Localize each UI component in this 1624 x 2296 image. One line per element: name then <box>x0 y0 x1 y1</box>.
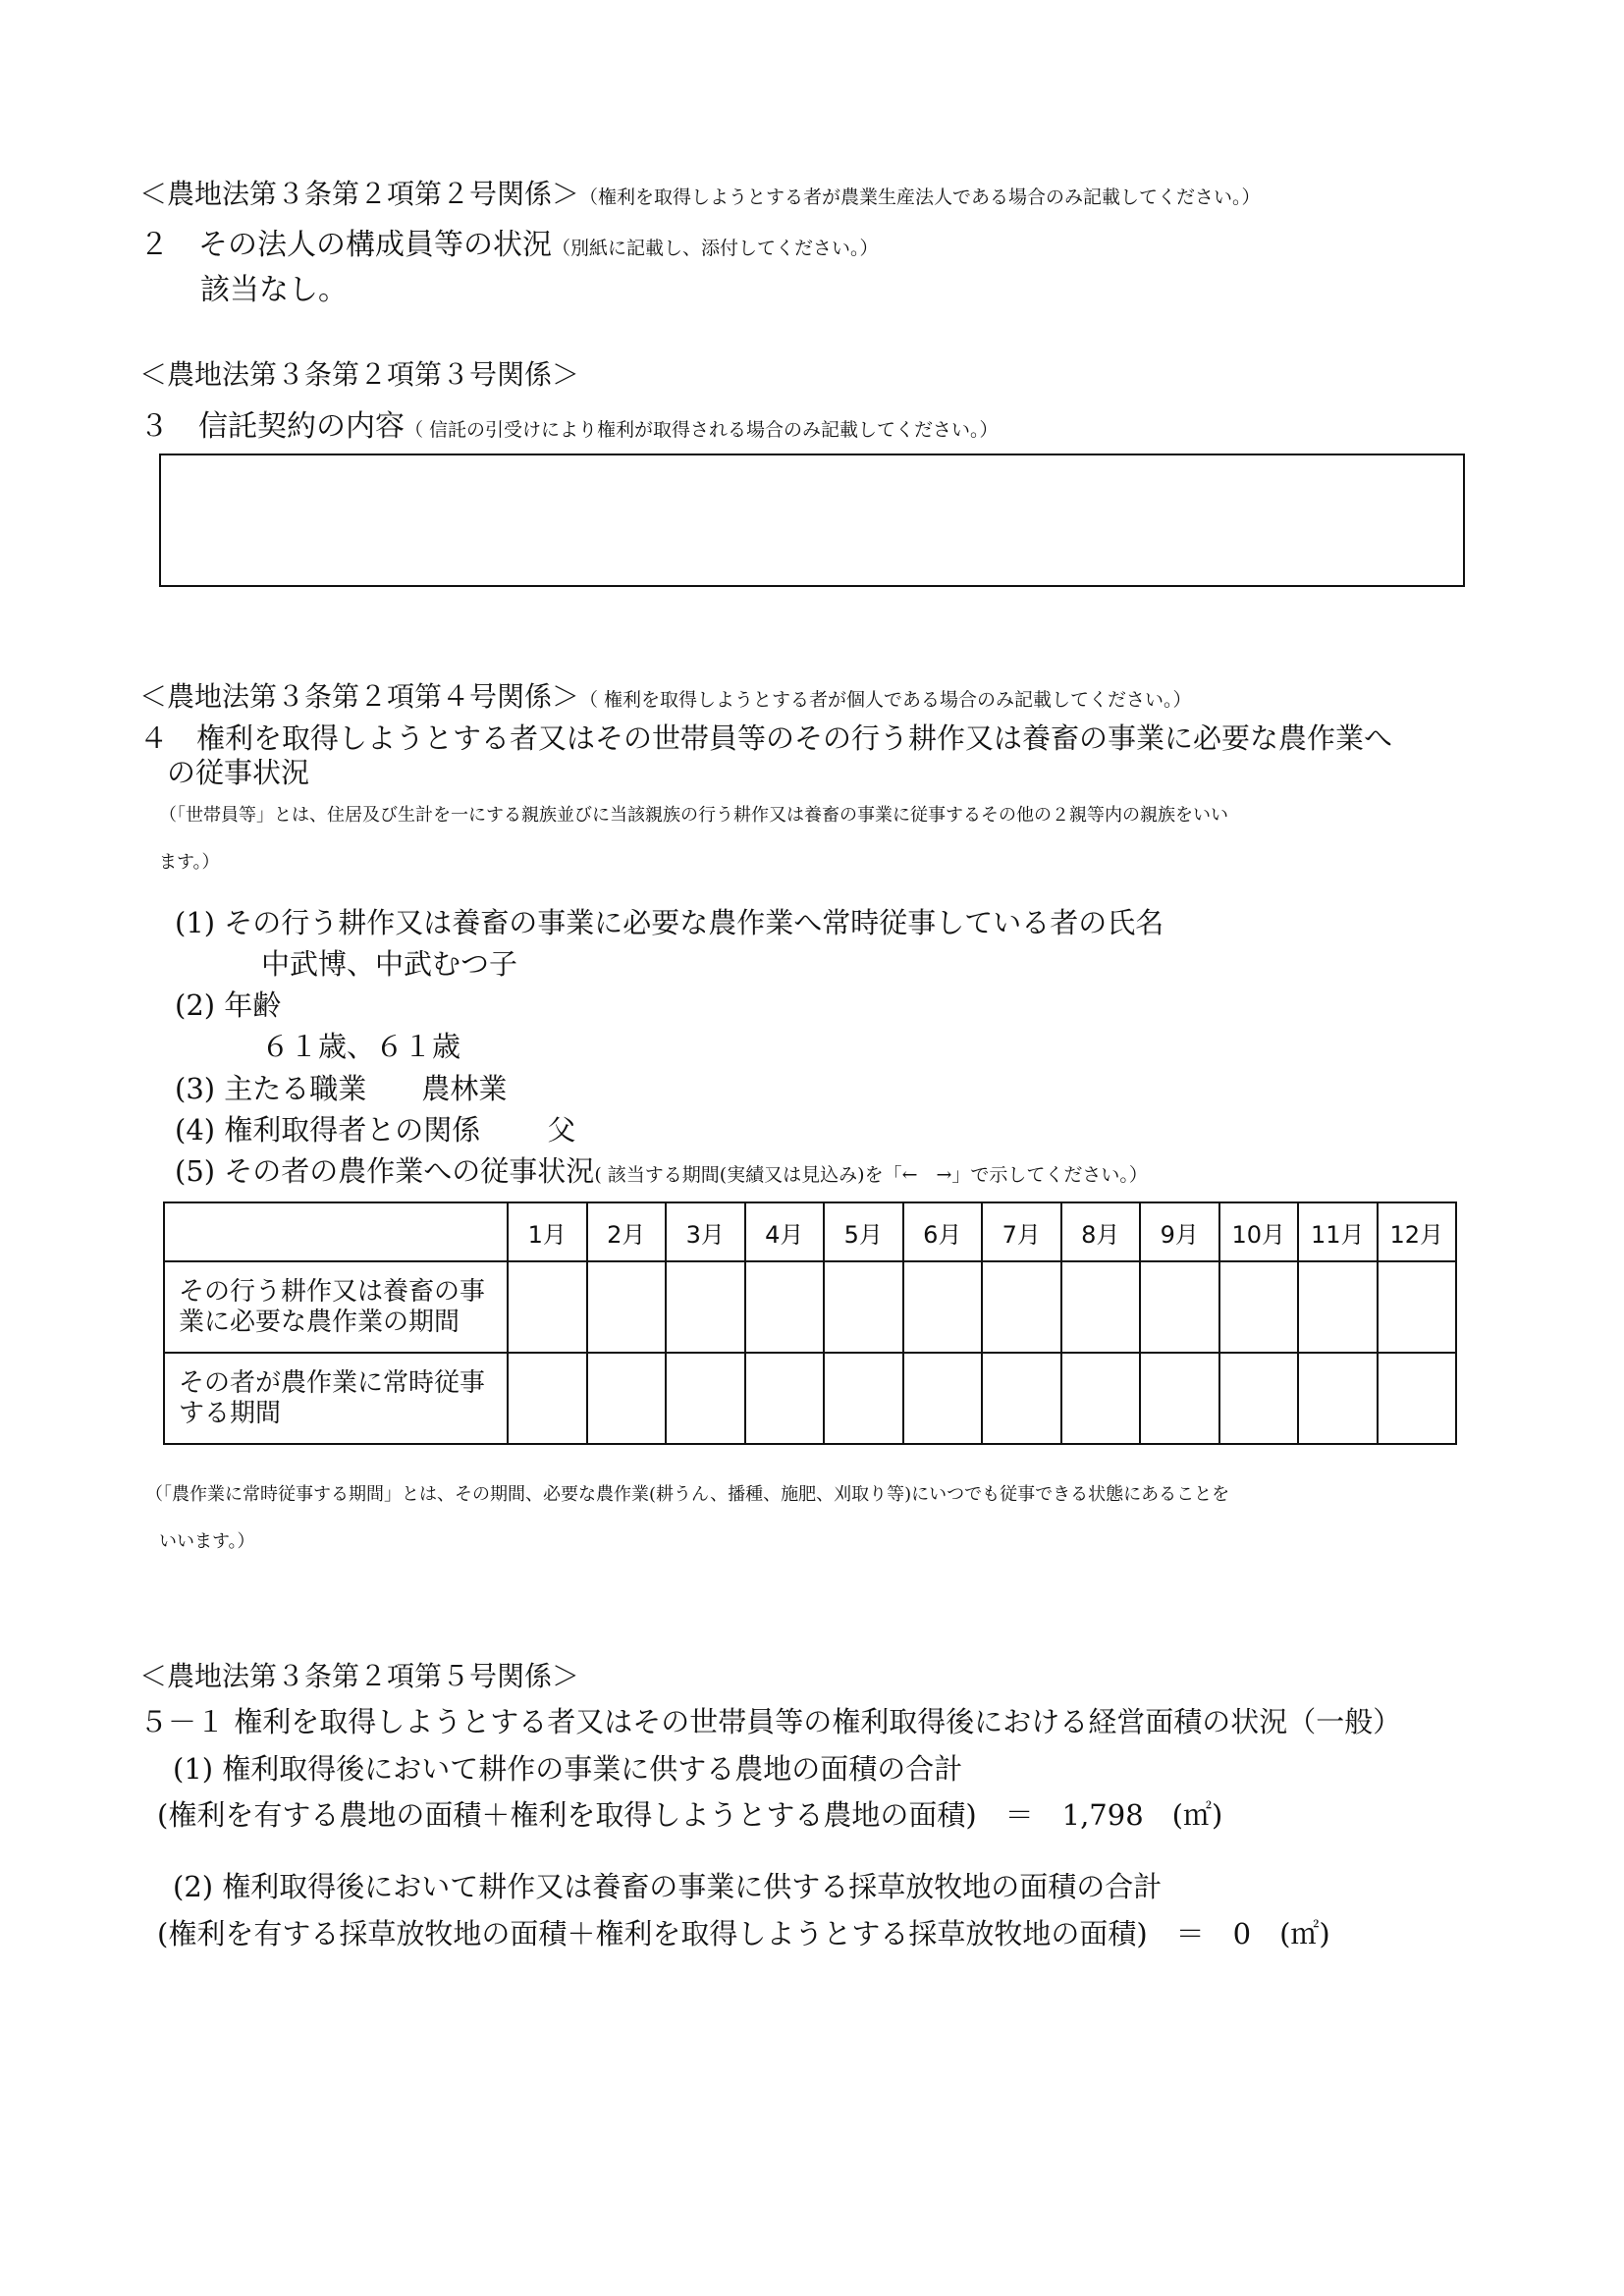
row-label-engagement-period: その者が農作業に常時従事する期間 <box>164 1353 508 1444</box>
month-cell[interactable] <box>1140 1261 1219 1353</box>
month-header: 5月 <box>824 1202 903 1261</box>
sec5-header: ＜農地法第３条第２項第５号関係＞ <box>139 1660 580 1692</box>
month-header: 2月 <box>587 1202 667 1261</box>
table-row-engagement-period <box>164 1353 1456 1444</box>
sec2-header-text: ＜農地法第３条第２項第２号関係＞ <box>139 178 580 210</box>
month-header: 3月 <box>666 1202 745 1261</box>
sec3-title-text: ３ 信託契約の内容 <box>139 409 405 444</box>
month-header: 1月 <box>508 1202 587 1261</box>
q4-label: (4) 権利取得者との関係 <box>175 1113 481 1147</box>
q5-note: ( 該当する期間(実績又は見込み)を「← →」で示してください。） <box>594 1164 1148 1186</box>
sec4-header-text: ＜農地法第３条第２項第４号関係＞ <box>139 680 580 713</box>
q3-label: (3) 主たる職業 <box>175 1072 367 1105</box>
q2-answer: ６１歳、６１歳 <box>261 1030 461 1063</box>
q5-row <box>175 1149 1148 1190</box>
q3-row <box>175 1067 507 1107</box>
trust-contract-box[interactable] <box>159 454 1465 587</box>
month-cell[interactable] <box>1219 1353 1299 1444</box>
month-header: 6月 <box>903 1202 983 1261</box>
table-row-farming-period <box>164 1261 1456 1353</box>
sec5-q2-formula: (権利を有する採草放牧地の面積＋権利を取得しようとする採草放牧地の面積) ＝ 0 (㎡) <box>157 1917 1330 1950</box>
table-header-row <box>164 1202 1456 1261</box>
work-period-table <box>163 1201 1457 1445</box>
table-footnote-line2: いいます。） <box>159 1531 255 1552</box>
month-header: 10月 <box>1219 1202 1299 1261</box>
sec5-title: ５－１ 権利を取得しようとする者又はその世帯員等の権利取得後における経営面積の状況（一般） <box>139 1705 1402 1738</box>
sec2-title-text: ２ その法人の構成員等の状況 <box>139 228 552 262</box>
q1-label: (1) その行う耕作又は養畜の事業に必要な農作業へ常時従事している者の氏名 <box>175 906 1164 939</box>
q2-label: (2) 年齢 <box>175 988 282 1022</box>
table-corner-cell <box>164 1202 508 1261</box>
sec3-title-note: （ 信託の引受けにより権利が取得される場合のみ記載してください。） <box>405 419 999 441</box>
month-cell[interactable] <box>1061 1261 1141 1353</box>
sec3-title <box>139 401 999 445</box>
q4-answer: 父 <box>547 1113 576 1147</box>
month-header: 7月 <box>982 1202 1061 1261</box>
sec4-header-note: （ 権利を取得しようとする者が個人である場合のみ記載してください。） <box>579 689 1192 711</box>
sec4-definition-line2: ます。） <box>159 852 220 873</box>
month-cell[interactable] <box>508 1353 587 1444</box>
month-header: 9月 <box>1140 1202 1219 1261</box>
table-footnote-line1: （「農作業に常時従事する期間」とは、その期間、必要な農作業(耕うん、播種、施肥、刈取り等)にいつでも従事できる状態にあることを <box>145 1484 1230 1505</box>
month-cell[interactable] <box>824 1353 903 1444</box>
sec3-header: ＜農地法第３条第２項第３号関係＞ <box>139 358 580 391</box>
month-header: 11月 <box>1298 1202 1378 1261</box>
month-cell[interactable] <box>982 1261 1061 1353</box>
month-cell[interactable] <box>903 1261 983 1353</box>
month-cell[interactable] <box>745 1353 825 1444</box>
sec2-title <box>139 220 879 263</box>
sec5-q2-label: (2) 権利取得後において耕作又は養畜の事業に供する採草放牧地の面積の合計 <box>173 1870 1163 1903</box>
month-cell[interactable] <box>587 1261 667 1353</box>
month-cell[interactable] <box>587 1353 667 1444</box>
month-cell[interactable] <box>666 1261 745 1353</box>
sec4-title-line1: ４ 権利を取得しようとする者又はその世帯員等のその行う耕作又は養畜の事業に必要な農作業へ <box>139 721 1393 755</box>
sec2-header <box>139 173 1261 212</box>
q3-answer: 農林業 <box>421 1072 508 1105</box>
month-cell[interactable] <box>508 1261 587 1353</box>
row-label-farming-period: その行う耕作又は養畜の事業に必要な農作業の期間 <box>164 1261 508 1353</box>
month-cell[interactable] <box>1378 1353 1457 1444</box>
q4-row <box>175 1108 575 1148</box>
month-cell[interactable] <box>1298 1261 1378 1353</box>
month-cell[interactable] <box>1298 1353 1378 1444</box>
month-cell[interactable] <box>1378 1261 1457 1353</box>
month-header: 8月 <box>1061 1202 1141 1261</box>
month-cell[interactable] <box>903 1353 983 1444</box>
month-cell[interactable] <box>824 1261 903 1353</box>
q5-label: (5) その者の農作業への従事状況 <box>175 1154 595 1188</box>
q1-answer: 中武博、中武むつ子 <box>261 947 518 981</box>
month-header: 4月 <box>745 1202 825 1261</box>
month-cell[interactable] <box>1219 1261 1299 1353</box>
month-cell[interactable] <box>982 1353 1061 1444</box>
sec2-answer: 該当なし。 <box>200 273 348 307</box>
sec5-q1-label: (1) 権利取得後において耕作の事業に供する農地の面積の合計 <box>173 1752 963 1786</box>
sec4-title-line2: の従事状況 <box>167 756 310 789</box>
month-header: 12月 <box>1378 1202 1457 1261</box>
month-cell[interactable] <box>1140 1353 1219 1444</box>
month-cell[interactable] <box>745 1261 825 1353</box>
month-cell[interactable] <box>1061 1353 1141 1444</box>
sec2-header-note: （権利を取得しようとする者が農業生産法人である場合のみ記載してください。） <box>579 187 1261 208</box>
sec4-definition-line1: （「世帯員等」とは、住居及び生計を一にする親族並びに当該親族の行う耕作又は養畜の事業に従事するその他の２親等内の親族をいい <box>159 805 1228 826</box>
month-cell[interactable] <box>666 1353 745 1444</box>
sec4-header <box>139 675 1192 715</box>
sec5-q1-formula: (権利を有する農地の面積＋権利を取得しようとする農地の面積) ＝ 1,798 (㎡) <box>157 1798 1223 1832</box>
sec2-title-note: （別紙に記載し、添付してください。） <box>552 238 879 259</box>
